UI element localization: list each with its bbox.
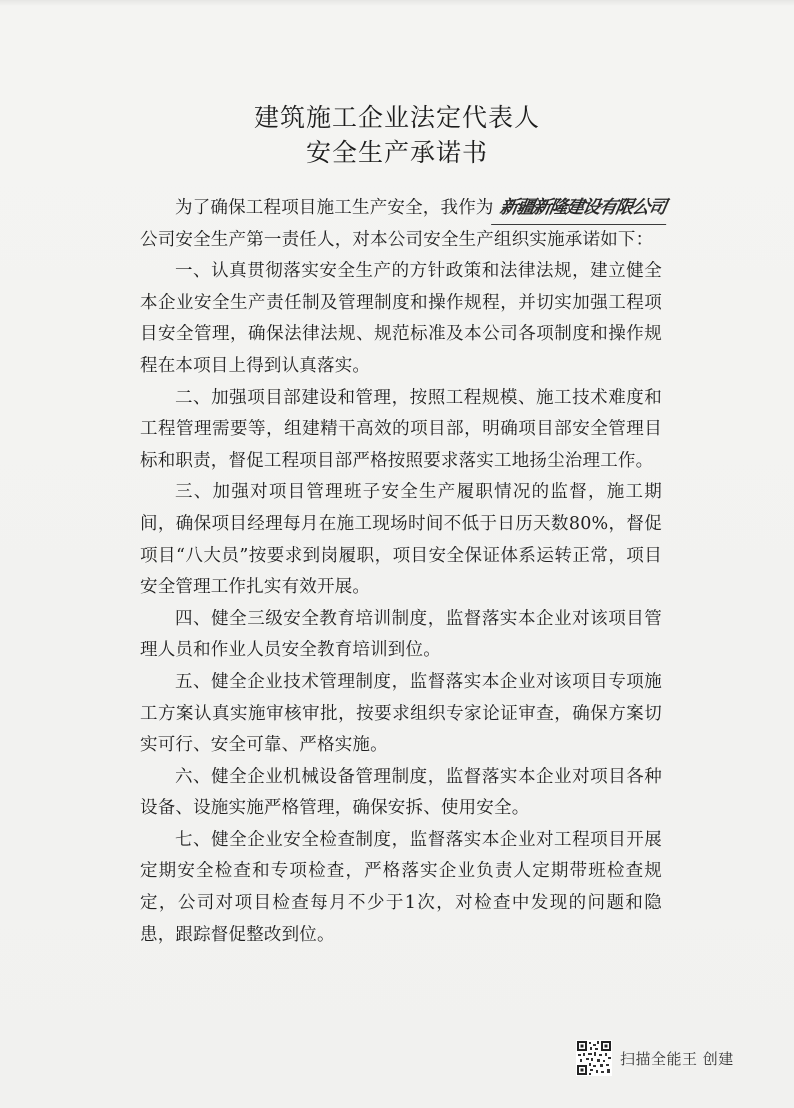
document-title-line1: 建筑施工企业法定代表人 <box>253 103 540 132</box>
handwritten-company-name: 新疆新隆建设有限公司 <box>491 192 672 225</box>
paragraph-5: 五、健全企业技术管理制度，监督落实本企业对该项目专项施工方案认真实施审核审批，按要求组织专家论证审查，确保方案切实可行、安全可靠、严格实施。 <box>140 671 662 756</box>
paragraph-7: 七、健全企业安全检查制度，监督落实本企业对工程项目开展定期安全检查和专项检查，严格落实企业负责人定期带班检查规定，公司对项目检查每月不少于1次，对检查中发现的问题和隐患，跟踪督促整改到位。 <box>140 829 662 945</box>
document-body <box>140 192 667 951</box>
paragraph-3: 三、加强对项目管理班子安全生产履职情况的监督，施工期间，确保项目经理每月在施工现场时间不低于日历天数80%，督促项目“八大员”按要求到岗履职，项目安全保证体系运转正常，项目安全管理工作扎实有效开展。 <box>140 482 662 598</box>
paragraph-1: 一、认真贯彻落实安全生产的方针政策和法律法规，建立健全本企业安全生产责任制及管理制度和操作规程，并切实加强工程项目安全管理，确保法律法规、规范标准及本公司各项制度和操作规程在本项目上得到认真落实。 <box>140 261 662 376</box>
intro-rest: 公司安全生产第一责任人，对本公司安全生产组织实施承诺如下： <box>140 229 654 250</box>
document-title-line2: 安全生产承诺书 <box>305 138 488 167</box>
paragraph-6: 六、健全企业机械设备管理制度，监督落实本企业对项目各种设备、设施实施严格管理，确保安拆、使用安全。 <box>140 766 662 819</box>
scanner-watermark <box>576 1040 734 1076</box>
intro-first-line <box>140 192 667 225</box>
scan-edge <box>0 0 794 6</box>
qr-code-icon <box>576 1040 612 1076</box>
paragraph-2: 二、加强项目部建设和管理，按照工程规模、施工技术难度和工程管理需要等，组建精干高效的项目部，明确项目部安全管理目标和职责，督促工程项目部严格按照要求落实工地扬尘治理工作。 <box>140 387 662 471</box>
paragraph-4: 四、健全三级安全教育培训制度，监督落实本企业对该项目管理人员和作业人员安全教育培训到位。 <box>140 608 662 661</box>
scanner-watermark-text: 扫描全能王 创建 <box>620 1049 734 1068</box>
intro-prefix: 为了确保工程项目施工生产安全，我作为 <box>175 198 494 218</box>
